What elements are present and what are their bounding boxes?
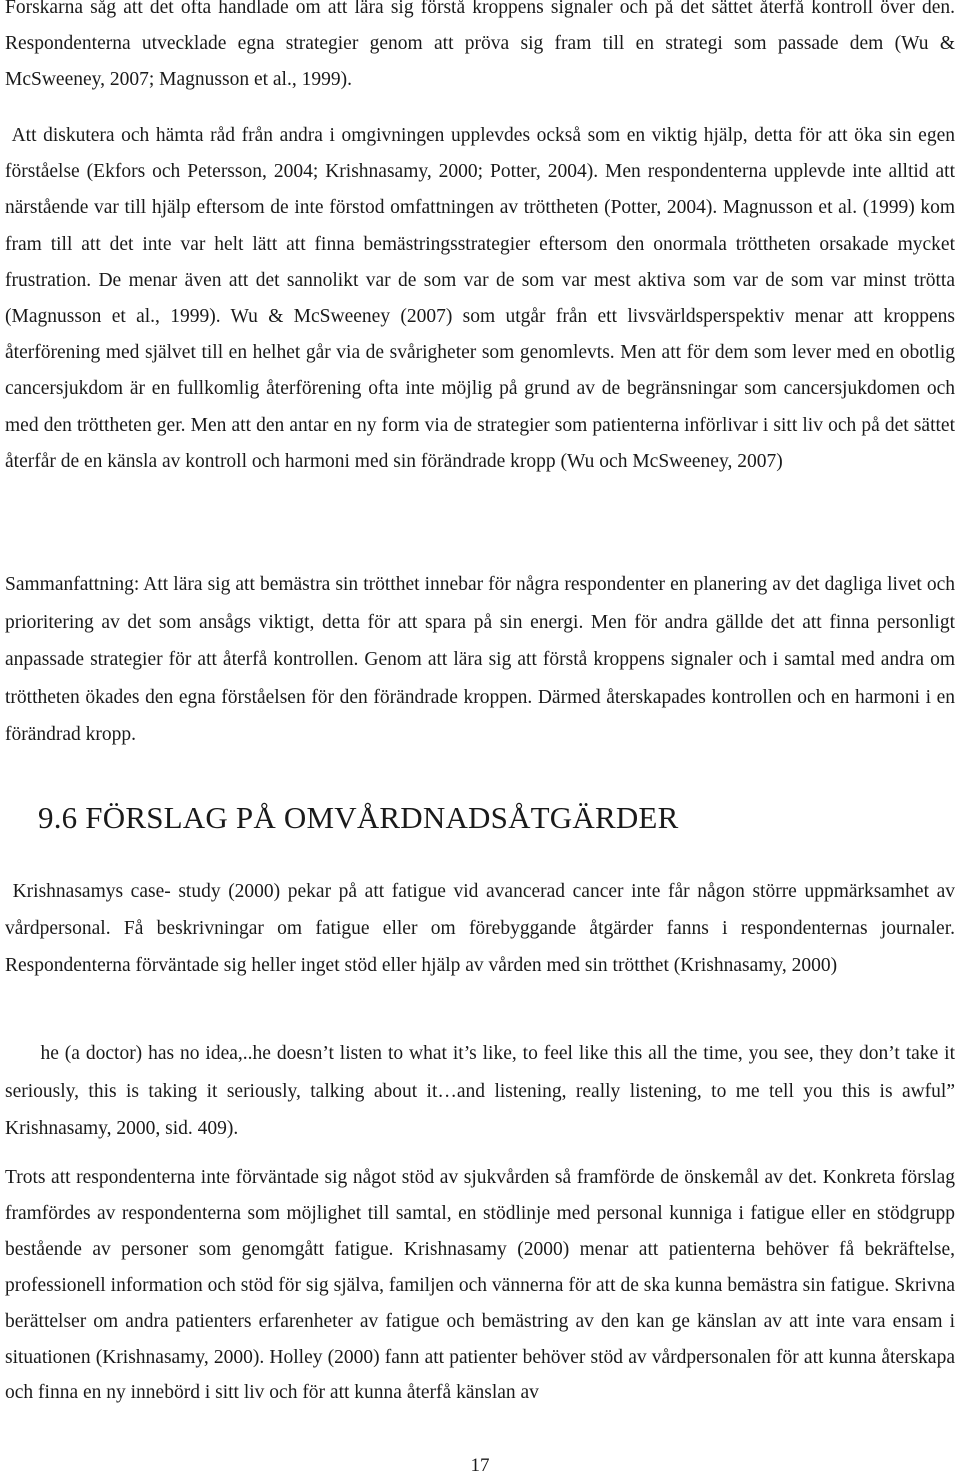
paragraph-quote: he (a doctor) has no idea,..he doesn’t listen to what it’s like, to feel like this all the time, you see, they don’t take it seriously, this is taking it seriously, talking about it…and listening, really listening, to me tell you this is awful” Krishnasamy, 2000, sid. 409). <box>5 1043 955 1139</box>
paragraph-strategies: Forskarna såg att det ofta handlade om att lära sig förstå kroppens signaler och på det sättet återfå kontroll över den. Respondenterna utvecklade egna strategier genom att pröva sig fram till en strategi som passade dem (Wu & McSweeney, 2007; Magnusson et al., 1999). <box>5 0 955 90</box>
paragraph-summary: Sammanfattning: Att lära sig att bemästra sin trötthet innebar för några respondenter en planering av det dagliga livet och prioritering av det som ansågs viktigt, detta för att spara på sin energi. Men för andra gällde det att finna personligt anpassade strategier för att återfå kontrollen. Genom att lära sig att förstå kroppens signaler och i samtal med andra om tröttheten ökades den egna förståelsen för den förändrade kroppen. Därmed återskapades kontrollen och en harmoni i en förändrad kropp. <box>5 574 955 745</box>
paragraph-advice-from-others: Att diskutera och hämta råd från andra i omgivningen upplevdes också som en viktig hjälp, detta för att öka sin egen förståelse (Ekfors och Petersson, 2004; Krishnasamy, 2000; Potter, 2004). Men respondenterna upplevde inte alltid att närstående var till hjälp eftersom de inte förstod omfattningen av tröttheten (Potter, 2004). Magnusson et al. (1999) kom fram till att det inte var helt lätt att finna bemästringsstrategier eftersom den onormala tröttheten orsakade mycket frustration. De menar även att det sannolikt var de som var de som var mest aktiva som var de som var minst trötta (Magnusson et al., 1999). Wu & McSweeney (2007) som utgår från ett livsvärldsperspektiv menar att kroppens återförening med självet till en helhet går via de svårigheter som genomlevts. Men att för dem som lever med en obotlig cancersjukdom är en fullkomlig återförening ofta inte möjlig på grund av de begränsningar som cancersjukdomen och med den tröttheten ger. Men att den antar en ny form via de strategier som patienterna införlivar i sitt liv och på det sättet återfår de en känsla av kontroll och harmoni med sin förändrade kropp (Wu och McSweeney, 2007) <box>5 125 955 472</box>
paragraph-support-suggestions: Trots att respondenterna inte förväntade sig något stöd av sjukvården så framförde de önskemål av det. Konkreta förslag framfördes av respondenterna som möjlighet till samtal, en stödlinje med personal kunniga i fatigue eller en stödgrupp bestående av personer som genomgått fatigue. Krishnasamy (2000) menar att patienterna behöver få bekräftelse, professionell information och stöd för sig själva, familjen och vännerna för att de ska kunna bemästra sin fatigue. Skrivna berättelser om andra patienters erfarenheter av fatigue och bemästring av den kan ge känslan av att inte vara ensam i situationen (Krishnasamy, 2000). Holley (2000) fann att patienter behöver stöd av vårdpersonalen för att kunna återskapa och finna en ny innebörd i sitt liv och för att kunna återfå känslan av <box>5 1167 955 1404</box>
paragraph-case-study: Krishnasamys case- study (2000) pekar på att fatigue vid avancerad cancer inte får någon större uppmärksamhet av vårdpersonal. Få beskrivningar om fatigue eller om förebyggande åtgärder fanns i respondenternas journaler. Respondenterna förväntade sig heller inget stöd eller hjälp av vården med sin trötthet (Krishnasamy, 2000) <box>5 881 955 977</box>
section-heading: 9.6 FÖRSLAG PÅ OMVÅRDNADSÅTGÄRDER <box>38 800 679 835</box>
page-number: 17 <box>470 1455 490 1476</box>
